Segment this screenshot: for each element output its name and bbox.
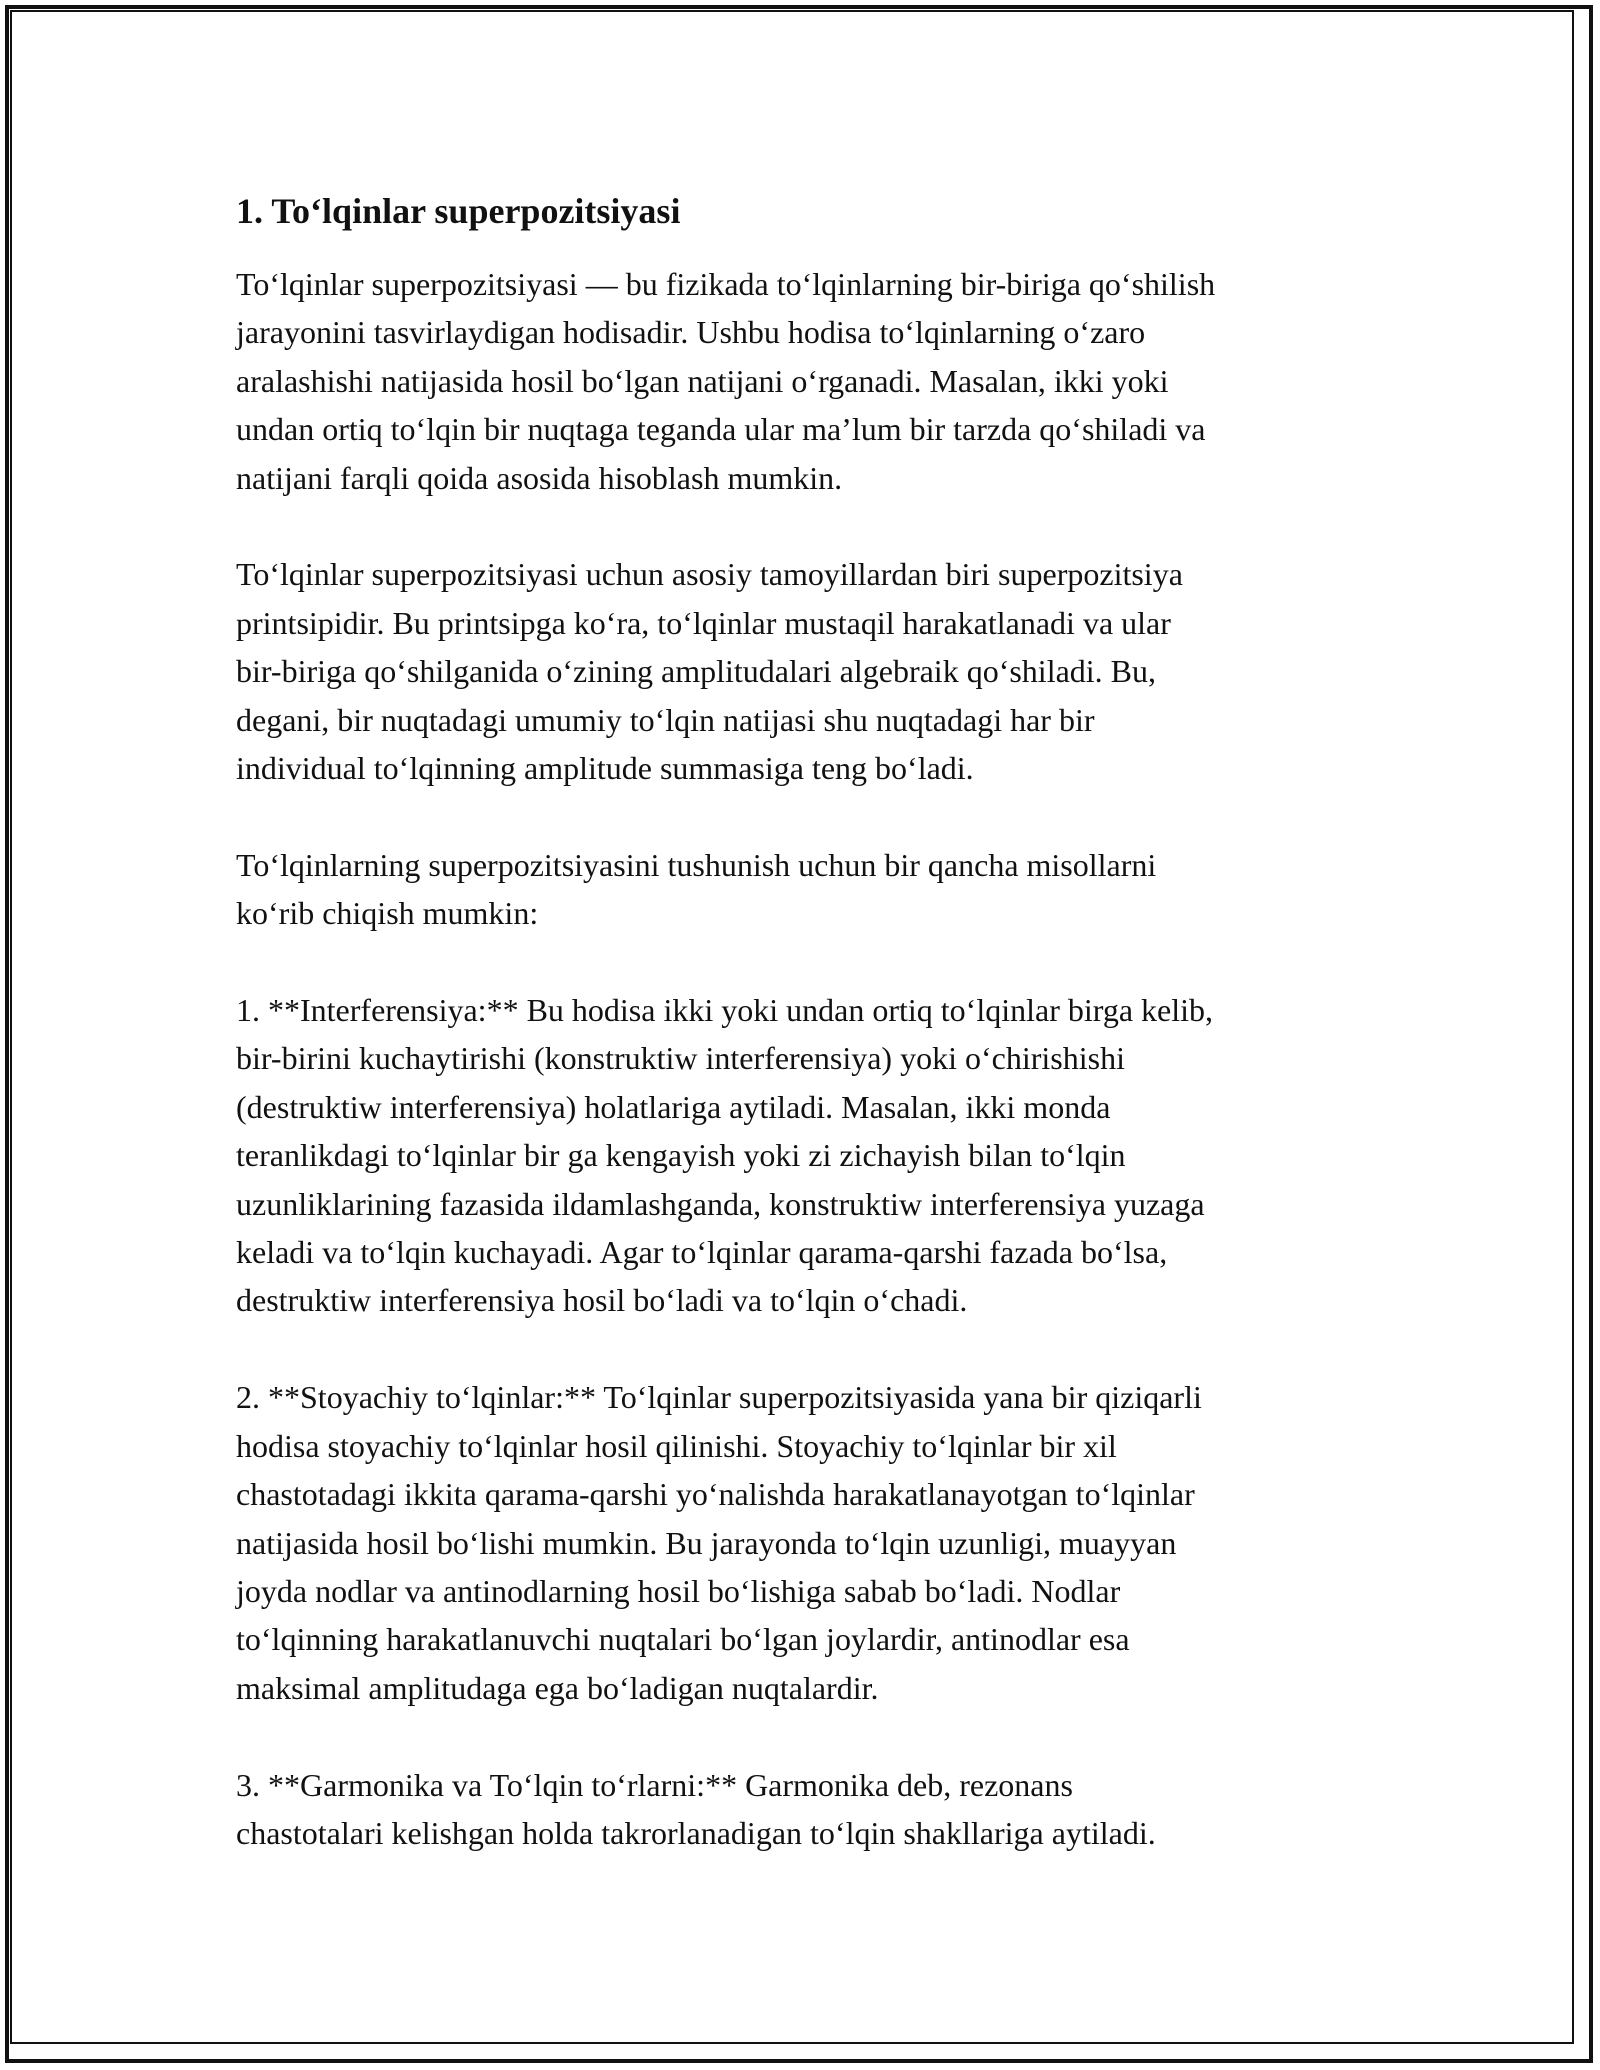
paragraph-standing-waves — [236, 1373, 1376, 1712]
paragraph-harmonics — [236, 1761, 1376, 1858]
text-line: ko‘rib chiqish mumkin: — [236, 895, 539, 932]
text-line: individual to‘lqinning amplitude summasiga teng bo‘ladi. — [236, 750, 974, 787]
text-line: hodisa stoyachiy to‘lqinlar hosil qilinishi. Stoyachiy to‘lqinlar bir xil — [236, 1427, 1117, 1464]
paragraph-interference — [236, 986, 1376, 1325]
text-line: teranlikdagi to‘lqinlar bir ga kengayish yoki zi zichayish bilan to‘lqin — [236, 1137, 1126, 1174]
text-line: degani, bir nuqtadagi umumiy to‘lqin natijasi shu nuqtadagi har bir — [236, 701, 1095, 738]
text-line: To‘lqinlar superpozitsiyasi — bu fizikada to‘lqinlarning bir-biriga qo‘shilish — [236, 266, 1216, 302]
paragraph-intro — [236, 260, 1376, 502]
text-line: (destruktiw interferensiya) holatlariga aytiladi. Masalan, ikki monda — [236, 1088, 1111, 1125]
paragraph-examples-intro — [236, 841, 1376, 938]
text-line: aralashishi natijasida hosil bo‘lgan natijani o‘rganadi. Masalan, ikki yoki — [236, 362, 1169, 399]
text-line: maksimal amplitudaga ega bo‘ladigan nuqtalardir. — [236, 1669, 879, 1706]
text-line: To‘lqinlarning superpozitsiyasini tushunish uchun bir qancha misollarni — [236, 846, 1157, 883]
text-line: bir-birini kuchaytirishi (konstruktiw interferensiya) yoki o‘chirishishi — [236, 1040, 1125, 1077]
text-line: 3. **Garmonika va To‘lqin to‘rlarni:** Garmonika deb, rezonans — [236, 1766, 1073, 1803]
text-line: joyda nodlar va antinodlarning hosil bo‘lishiga sabab bo‘ladi. Nodlar — [236, 1572, 1121, 1609]
text-line: bir-biriga qo‘shilganida o‘zining amplitudalari algebraik qo‘shiladi. Bu, — [236, 653, 1157, 690]
text-line: uzunliklarining fazasida ildamlashganda, konstruktiw interferensiya yuzaga — [236, 1185, 1205, 1222]
text-line: undan ortiq to‘lqin bir nuqtaga teganda ular ma’lum bir tarzda qo‘shiladi va — [236, 411, 1206, 448]
text-line: chastotadagi ikkita qarama-qarshi yo‘nalishda harakatlanayotgan to‘lqinlar — [236, 1476, 1195, 1513]
text-line: 1. **Interferensiya:** Bu hodisa ikki yoki undan ortiq to‘lqinlar birga kelib, — [236, 992, 1213, 1029]
text-line: chastotalari kelishgan holda takrorlanadigan to‘lqin shakllariga aytiladi. — [236, 1814, 1156, 1851]
text-line: to‘lqinning harakatlanuvchi nuqtalari bo‘lgan joylardir, antinodlar esa — [236, 1621, 1130, 1658]
paragraph-principle — [236, 550, 1376, 792]
text-line: destruktiw interferensiya hosil bo‘ladi va to‘lqin o‘chadi. — [236, 1282, 968, 1319]
text-line: printsipidir. Bu printsipga ko‘ra, to‘lqinlar mustaqil harakatlanadi va ular — [236, 604, 1171, 641]
document-body — [236, 186, 1376, 1906]
text-line: To‘lqinlar superpozitsiyasi uchun asosiy tamoyillardan biri superpozitsiya — [236, 556, 1183, 593]
text-line: natijani farqli qoida asosida hisoblash mumkin. — [236, 459, 843, 496]
text-line: keladi va to‘lqin kuchayadi. Agar to‘lqinlar qarama-qarshi fazada bo‘lsa, — [236, 1234, 1168, 1271]
document-title: 1. To‘lqinlar superpozitsiyasi — [236, 191, 681, 231]
text-line: 2. **Stoyachiy to‘lqinlar:** To‘lqinlar superpozitsiyasida yana bir qiziqarli — [236, 1379, 1202, 1416]
text-line: jarayonini tasvirlaydigan hodisadir. Ushbu hodisa to‘lqinlarning o‘zaro — [236, 314, 1146, 351]
text-line: natijasida hosil bo‘lishi mumkin. Bu jarayonda to‘lqin uzunligi, muayyan — [236, 1524, 1177, 1561]
